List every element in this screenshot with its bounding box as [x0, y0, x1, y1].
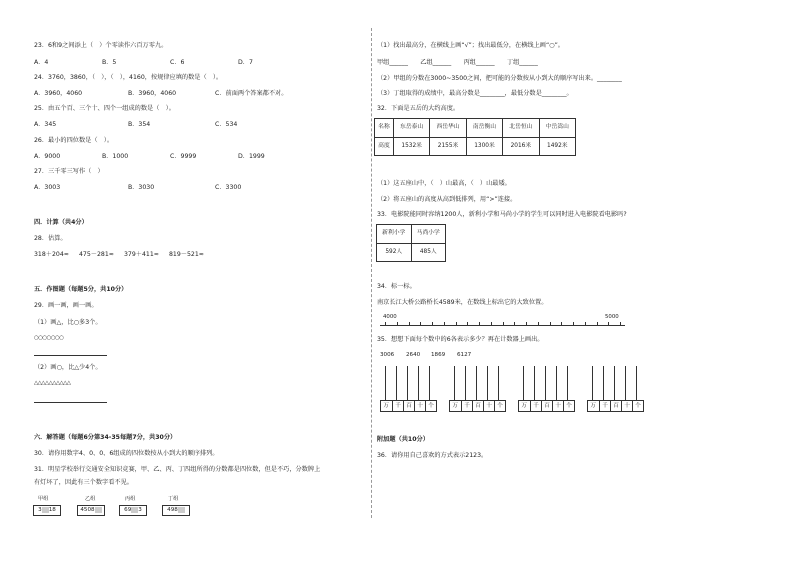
q29-part2: （2）画○，比△少4个。 — [34, 364, 102, 371]
estimate-expr-4: 819－521≈ — [169, 251, 204, 258]
q31-text-line2: 有灯坏了，因此有三个数字看不见。 — [34, 479, 133, 486]
abacus-rod — [476, 366, 477, 400]
place-label: 万 — [452, 403, 458, 409]
number-line-tick — [526, 322, 527, 326]
place-label: 十 — [621, 401, 632, 411]
place-label: 千 — [461, 401, 472, 411]
place-label: 万 — [590, 403, 596, 409]
mountain-value-cell: 高度 — [375, 137, 394, 156]
number-line-tick — [467, 322, 468, 326]
q23-text: 23．6和9之间添上（ ）个零读作六百万零九。 — [34, 42, 168, 49]
mountain-header-cell: 北岳恒山 — [503, 119, 539, 138]
place-label: 千 — [392, 401, 403, 411]
q27-option-b: B．3030 — [128, 184, 155, 191]
q34-text: 34．标一标。 — [377, 283, 416, 290]
number-line-tick — [561, 322, 562, 326]
q23-option-a: A．4 — [34, 59, 49, 66]
mountain-header-cell: 南岳衡山 — [466, 119, 502, 138]
q27-option-c: C．3300 — [215, 184, 242, 191]
column-divider — [371, 28, 372, 518]
number-line-tick — [491, 322, 492, 326]
number-line-tick — [585, 322, 586, 326]
q31-part2: （2）甲组的分数在3000~3500之间，把可能的分数按从小到大的顺序写出来。________ — [377, 75, 622, 82]
q25-option-a: A．345 — [34, 121, 57, 128]
abacus-place-labels — [380, 400, 437, 412]
number-line — [380, 325, 625, 326]
section-4-heading: 四．计算（共4分） — [34, 219, 88, 226]
score-board-ding: 498 — [162, 505, 190, 516]
abacus-rod — [523, 366, 524, 400]
mountain-value-cell: 2016米 — [503, 137, 539, 156]
counter-number: 2640 — [406, 352, 421, 358]
q23-option-b: B．5 — [102, 59, 117, 66]
number-line-tick — [432, 322, 433, 326]
number-line-tick — [385, 322, 386, 326]
abacus-rod — [396, 366, 397, 400]
number-line-tick — [479, 322, 480, 326]
q31-part3: （3）丁组取得的成绩中，最高分数是________，最低分数是________。 — [377, 90, 573, 97]
place-label: 万 — [383, 403, 389, 409]
mountain-value-cell: 1532米 — [393, 137, 429, 156]
q24-text: 24．3760，3860，（ ），（ ），4160，按规律应填的数是（ ）。 — [34, 74, 223, 81]
q32-part1: （1）这五座山中，（ ）山最高，（ ）山最矮。 — [377, 180, 511, 187]
counter-number: 3006 — [380, 352, 395, 358]
group-name-bing: 丙组 — [125, 496, 136, 502]
score-board-jia: 3 18 — [33, 505, 61, 516]
abacus-rod — [592, 366, 593, 400]
q26-option-d: D．1999 — [238, 153, 265, 160]
number-line-tick — [550, 322, 551, 326]
mountain-value-cell: 2155米 — [430, 137, 466, 156]
place-label: 百 — [403, 401, 414, 411]
place-label: 千 — [530, 401, 541, 411]
section-5-heading: 五．作图题（每题5分，共10分） — [34, 286, 128, 293]
q27-text: 27．三千零三写作（ ） — [34, 168, 104, 175]
triangle-row: △△△△△△△△△△ — [34, 380, 71, 386]
q30-text: 30．请你用数字4、0、0、6组成的四位数按从小到大的顺序排列。 — [34, 450, 219, 457]
abacus-rod — [385, 366, 386, 400]
number-line-tick — [503, 322, 504, 326]
number-line-tick — [538, 322, 539, 326]
place-label: 十 — [552, 401, 563, 411]
abacus-rod — [429, 366, 430, 400]
school-value-cell: 485人 — [411, 243, 446, 262]
mountain-header-cell: 名称 — [375, 119, 394, 138]
q25-text: 25．由五个百、三个十、四个一组成的数是（ ）。 — [34, 105, 175, 112]
q28-text: 28．估算。 — [34, 235, 67, 242]
q24-option-c: C．前面两个答案都不对。 — [215, 90, 288, 97]
score-board-bing: 69 3 — [119, 505, 147, 516]
abacus-rod — [614, 366, 615, 400]
q34-description: 南京长江大桥公路桥长4589米，在数线上标出它的大致位置。 — [377, 299, 548, 306]
q29-part1: （1）画△，比○多3个。 — [34, 319, 102, 326]
abacus-rod — [534, 366, 535, 400]
q29-text: 29．画一画，画一画。 — [34, 302, 98, 309]
place-label: 十 — [483, 401, 494, 411]
number-line-tick — [397, 322, 398, 326]
abacus-rod — [498, 366, 499, 400]
q32-text: 32．下面是五岳的大约高度。 — [377, 105, 460, 112]
abacus-rod — [454, 366, 455, 400]
counter-number: 6127 — [457, 352, 472, 358]
q26-option-c: C．9999 — [170, 153, 197, 160]
q26-option-a: A．9000 — [34, 153, 61, 160]
mountain-header-cell: 东岳泰山 — [393, 119, 429, 138]
place-label: 百 — [472, 401, 483, 411]
place-label: 个 — [632, 401, 643, 411]
number-line-start-label: 4000 — [383, 314, 397, 320]
place-label: 百 — [541, 401, 552, 411]
abacus-rod — [567, 366, 568, 400]
q24-option-b: B．3960，4060 — [128, 90, 177, 97]
q33-text: 33．电影院能同时容纳1200人，新利小学和马尚小学的学生可以同时进入电影院看电影吗? — [377, 211, 627, 218]
number-line-tick — [409, 322, 410, 326]
q27-option-a: A．3003 — [34, 184, 61, 191]
place-label: 个 — [425, 401, 436, 411]
school-value-cell: 592人 — [377, 243, 412, 262]
estimate-expr-2: 475－281≈ — [79, 251, 114, 258]
q31-group-blanks: 甲组______ 乙组______ 丙组______ 丁组______ — [377, 59, 538, 66]
q32-part2: （2）将五座山的高度从高到低排列，用“>”连接。 — [377, 196, 517, 203]
number-line-tick — [420, 322, 421, 326]
place-label: 百 — [610, 401, 621, 411]
abacus-rod — [636, 366, 637, 400]
abacus-rod — [625, 366, 626, 400]
extra-section-heading: 附加题（共10分） — [377, 436, 429, 443]
abacus-rod — [407, 366, 408, 400]
q36-text: 36．请你用自己喜欢的方式表示2123。 — [377, 452, 488, 459]
place-label: 个 — [494, 401, 505, 411]
number-line-tick — [444, 322, 445, 326]
group-name-ding: 丁组 — [168, 496, 179, 502]
q31-text-line1: 31．明星学校举行交通安全知识竞赛，甲、乙、丙、丁四组所得的分数都是四位数，但是不巧，分数牌上 — [34, 466, 321, 473]
abacus-place-labels — [518, 400, 575, 412]
mountain-table — [374, 118, 576, 156]
number-line-tick — [514, 322, 515, 326]
place-label: 万 — [521, 403, 527, 409]
number-line-tick — [620, 322, 621, 326]
number-line-tick — [456, 322, 457, 326]
answer-line-2 — [34, 402, 107, 403]
place-label: 个 — [563, 401, 574, 411]
circle-row: ○○○○○○○ — [34, 335, 64, 341]
abacus-place-labels — [587, 400, 644, 412]
q31-part1: （1）找出最高分，在横线上画“√”；找出最低分，在横线上画“○”。 — [377, 42, 564, 49]
mountain-value-cell: 1492米 — [539, 137, 575, 156]
school-header-cell: 马尚小学 — [411, 225, 446, 244]
abacus-rod — [556, 366, 557, 400]
place-label: 千 — [599, 401, 610, 411]
abacus-rod — [465, 366, 466, 400]
q35-text: 35．想想下面每个数中的6各表示多少？再在计数器上画出。 — [377, 336, 544, 343]
q25-option-b: B．354 — [128, 121, 151, 128]
estimate-expr-3: 379＋411≈ — [124, 251, 159, 258]
estimate-expr-1: 318＋204≈ — [34, 251, 69, 258]
abacus-rod — [603, 366, 604, 400]
abacus-rod — [545, 366, 546, 400]
school-table — [376, 224, 446, 262]
q23-option-c: C．6 — [170, 59, 185, 66]
school-header-cell: 新利小学 — [377, 225, 412, 244]
abacus-rod — [487, 366, 488, 400]
score-board-yi: 4508 — [77, 505, 105, 516]
mountain-header-cell: 中岳嵩山 — [539, 119, 575, 138]
q23-option-d: D．7 — [238, 59, 253, 66]
section-6-heading: 六．解答题（每题6分第34-35每题7分，共30分） — [34, 434, 177, 441]
q26-text: 26．最小的四位数是（ ）。 — [34, 137, 114, 144]
number-line-end-label: 5000 — [605, 314, 619, 320]
counter-number: 1869 — [431, 352, 446, 358]
q24-option-a: A．3960，4060 — [34, 90, 83, 97]
place-label: 十 — [414, 401, 425, 411]
group-name-jia: 甲组 — [38, 496, 49, 502]
q26-option-b: B．1000 — [102, 153, 129, 160]
number-line-tick — [608, 322, 609, 326]
answer-line-1 — [34, 355, 107, 356]
abacus-place-labels — [449, 400, 506, 412]
number-line-tick — [573, 322, 574, 326]
group-name-yi: 乙组 — [85, 496, 96, 502]
q25-option-c: C．534 — [215, 121, 238, 128]
mountain-value-cell: 1300米 — [466, 137, 502, 156]
number-line-tick — [597, 322, 598, 326]
mountain-header-cell: 西岳华山 — [430, 119, 466, 138]
abacus-rod — [418, 366, 419, 400]
